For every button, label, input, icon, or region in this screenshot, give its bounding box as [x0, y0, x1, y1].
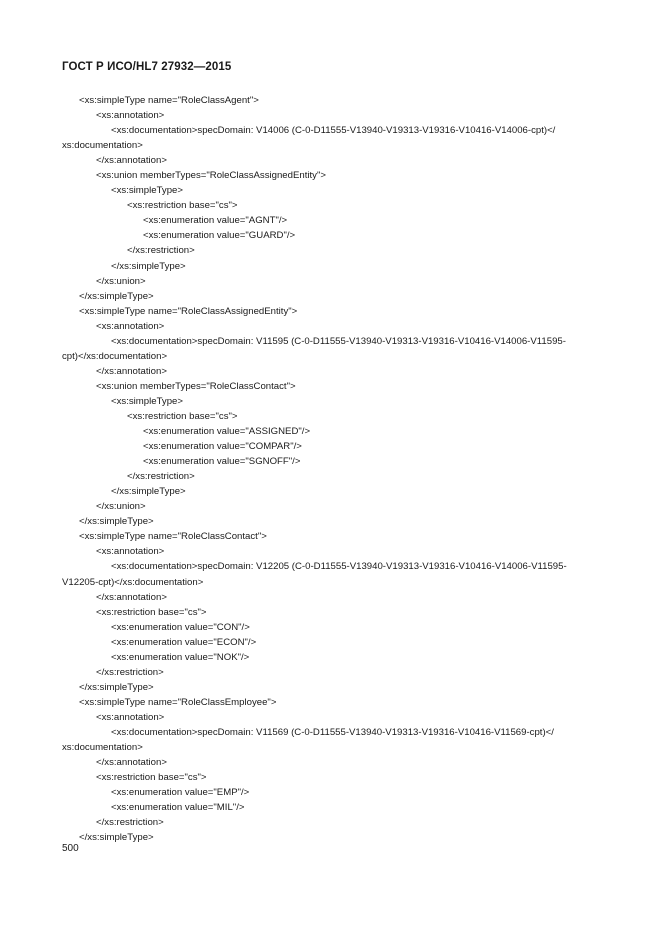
- code-line: </xs:simpleType>: [79, 832, 154, 844]
- code-line: </xs:restriction>: [96, 817, 164, 829]
- code-line: <xs:annotation>: [96, 110, 165, 122]
- code-line: <xs:enumeration value="GUARD"/>: [143, 230, 296, 242]
- code-line: </xs:simpleType>: [79, 516, 154, 528]
- code-line: </xs:restriction>: [96, 666, 164, 678]
- code-line: <xs:restriction base="cs">: [96, 772, 207, 784]
- code-line: <xs:enumeration value="NOK"/>: [111, 651, 250, 663]
- code-line: <xs:annotation>: [96, 546, 165, 558]
- code-line: </xs:annotation>: [96, 155, 167, 167]
- code-line: <xs:enumeration value="COMPAR"/>: [143, 441, 302, 453]
- code-line: xs:documentation>: [62, 742, 143, 754]
- code-line: <xs:enumeration value="SGNOFF"/>: [143, 456, 301, 468]
- code-line: </xs:annotation>: [96, 757, 167, 769]
- code-line: </xs:simpleType>: [79, 681, 154, 693]
- code-line: xs:documentation>: [62, 140, 143, 152]
- code-line: <xs:restriction base="cs">: [127, 200, 238, 212]
- code-line: <xs:annotation>: [96, 320, 165, 332]
- code-line: <xs:simpleType>: [111, 395, 183, 407]
- code-line: </xs:restriction>: [127, 471, 195, 483]
- code-line: <xs:union memberTypes="RoleClassContact">: [96, 380, 296, 392]
- code-line: <xs:enumeration value="ECON"/>: [111, 636, 257, 648]
- code-line: <xs:annotation>: [96, 711, 165, 723]
- code-line: </xs:union>: [96, 501, 146, 513]
- code-line: <xs:simpleType name="RoleClassEmployee">: [79, 696, 277, 708]
- code-line: </xs:simpleType>: [111, 260, 186, 272]
- code-line: <xs:documentation>specDomain: V12205 (C-0-D11555-V13940-V19313-V19316-V10416-V14006-V11595-: [111, 561, 567, 573]
- xml-code-block: [0, 93, 661, 845]
- code-line: <xs:documentation>specDomain: V11569 (C-0-D11555-V13940-V19313-V19316-V10416-V11569-cpt)</: [111, 726, 554, 738]
- code-line: <xs:documentation>specDomain: V14006 (C-0-D11555-V13940-V19313-V19316-V10416-V14006-cpt)</: [111, 125, 556, 137]
- code-line: </xs:annotation>: [96, 365, 167, 377]
- code-line: <xs:enumeration value="MIL"/>: [111, 802, 245, 814]
- code-line: </xs:annotation>: [96, 591, 167, 603]
- code-line: </xs:simpleType>: [111, 486, 186, 498]
- code-line: </xs:union>: [96, 275, 146, 287]
- code-line: <xs:enumeration value="AGNT"/>: [143, 215, 288, 227]
- code-line: </xs:restriction>: [127, 245, 195, 257]
- page-number: 500: [62, 843, 79, 854]
- code-line: <xs:simpleType name="RoleClassAgent">: [79, 95, 259, 106]
- code-line: <xs:simpleType name="RoleClassAssignedEntity">: [79, 305, 298, 317]
- code-line: V12205-cpt)</xs:documentation>: [62, 576, 204, 588]
- code-line: <xs:restriction base="cs">: [127, 410, 238, 422]
- code-line: <xs:enumeration value="EMP"/>: [111, 787, 250, 799]
- code-line: <xs:simpleType name="RoleClassContact">: [79, 531, 267, 543]
- code-line: cpt)</xs:documentation>: [62, 350, 168, 362]
- code-line: <xs:simpleType>: [111, 185, 183, 197]
- code-line: <xs:documentation>specDomain: V11595 (C-0-D11555-V13940-V19313-V19316-V10416-V14006-V11595-: [111, 335, 566, 347]
- document-header: ГОСТ Р ИСО/HL7 27932—2015: [62, 61, 232, 73]
- code-line: <xs:enumeration value="ASSIGNED"/>: [143, 426, 311, 438]
- code-line: <xs:union memberTypes="RoleClassAssignedEntity">: [96, 170, 326, 182]
- code-line: </xs:simpleType>: [79, 290, 154, 302]
- code-line: <xs:restriction base="cs">: [96, 606, 207, 618]
- code-line: <xs:enumeration value="CON"/>: [111, 621, 250, 633]
